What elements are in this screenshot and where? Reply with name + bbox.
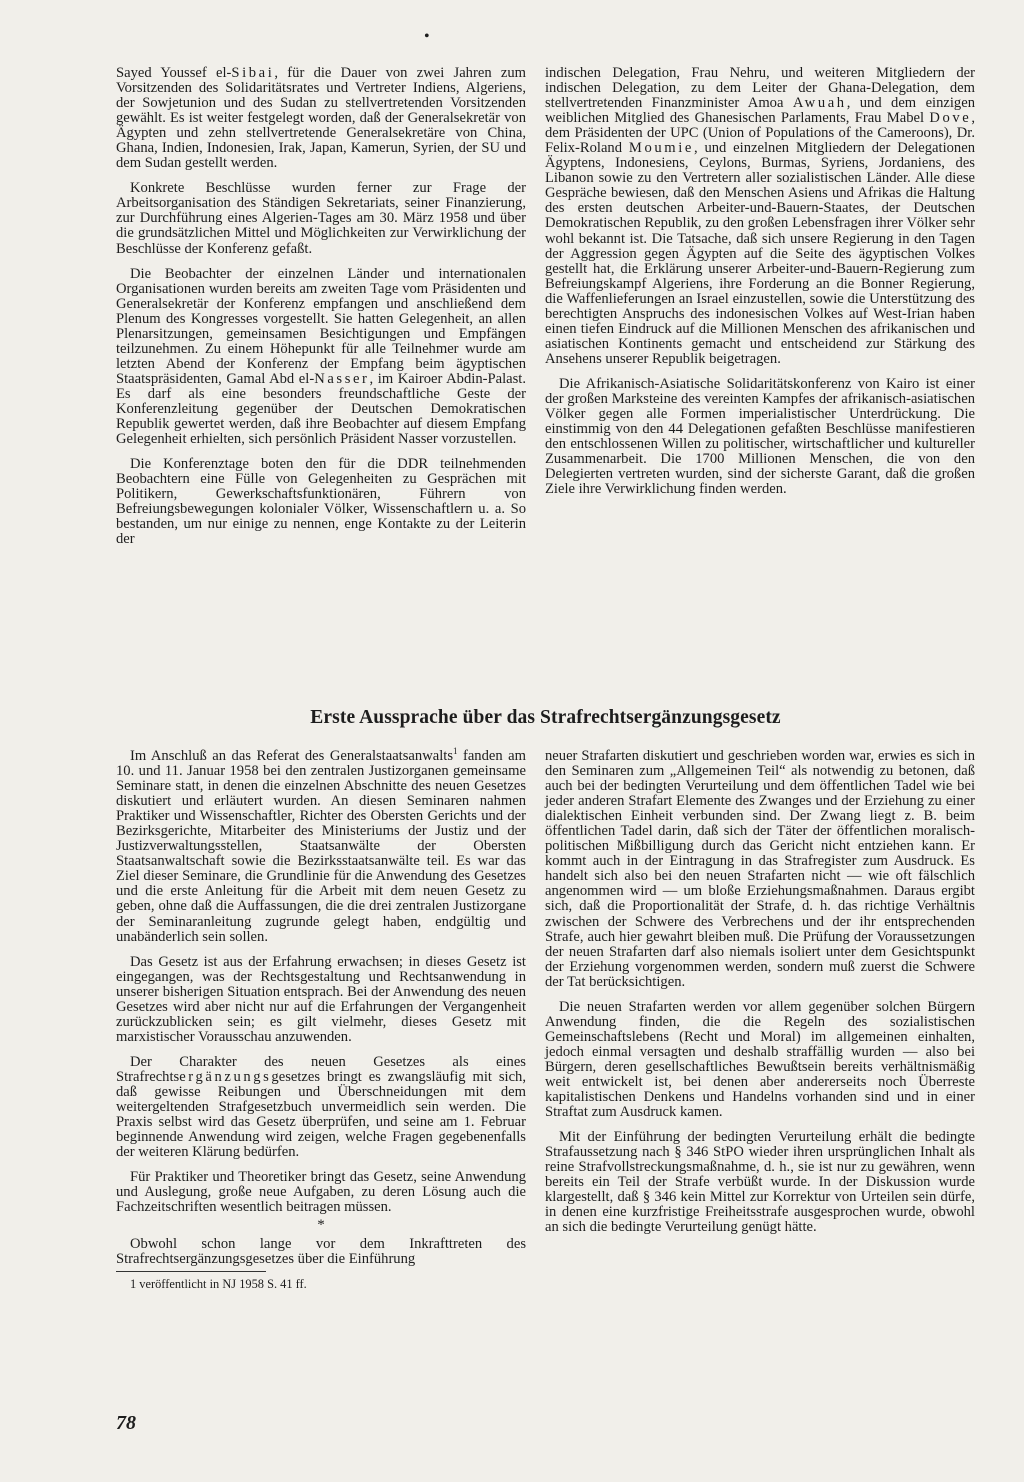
- spaced-name: Moumie: [628, 140, 694, 157]
- paragraph: Die Afrikanisch-Asiatische Solidaritätskonferenz von Kairo ist einer der großen Marksteine des vereinten Kampfes der afrikanisch-asiatischen Völker gegen alle Formen imperialistischer Unterdrückung. Die einstimmig von den 44 Delegationen gefaßten Beschlüsse manifestieren den entschlossenen Willen zu politischer, wirtschaftlicher und kultureller Zusammenarbeit. Die 1700 Millionen Menschen, die von den Delegierten vertreten wurden, sind der sicherste Garant, daß die großen Ziele ihre Verwirklichung finden werden.: [545, 375, 975, 498]
- spaced-name: Sibai: [231, 65, 275, 81]
- spaced-term: ergänzungs: [179, 1068, 272, 1085]
- paragraph: Die Konferenztage boten den für die DDR teilnehmenden Beobachtern eine Fülle von Gelegenheiten zu Gesprächen mit Politikern, Gewerkschaftsfunktionären, Führern von Befreiungsbewegungen kolonialer Völker, Wissenschaftlern u. a. So bestanden, um nur einige zu nennen, enge Kontakte zu der Leiterin der: [116, 456, 526, 548]
- paragraph: Konkrete Beschlüsse wurden ferner zur Frage der Arbeitsorganisation des Ständigen Sekretariats, seiner Finanzierung, zur Durchführung eines Algerien-Tages am 30. März 1958 und über die grundsätzlichen Mittel und Möglichkeiten zur Verwirklichung der Beschlüsse der Konferenz gefaßt.: [116, 180, 526, 257]
- upper-column-left: [116, 66, 526, 547]
- page-number: 78: [116, 1412, 136, 1434]
- lower-column-right: [545, 749, 975, 1235]
- spaced-name: Dove: [929, 110, 972, 127]
- paragraph: Die Beobachter der einzelnen Länder und internationalen Organisationen wurden bereits am zweiten Tage vom Präsidenten und Generalsekretär der Konferenz empfangen und anschließend dem Plenum des Kongresses vorgestellt. Sie hatten Gelegenheit, an allen Plenarsitzungen, gemeinsamen Besichtigungen und Empfängen teilzunehmen. Zu einem Höhepunkt für alle Teilnehmer wurde am letzten Abend der Konferenz der Empfang beim ägyptischen Staatspräsidenten, Gamal Abd el-Nasser, im Kairoer Abdin-Palast. Es darf als eine besonders freundschaftliche Geste der Konferenzleitung gegenüber der Deutschen Demokratischen Republik gewertet werden, daß ihre Beobachter auf diesem Empfang Gelegenheit erhielten, sich persönlich Präsident Nasser vorzustellen.: [116, 265, 526, 448]
- paragraph: Das Gesetz ist aus der Erfahrung erwachsen; in dieses Gesetz ist eingegangen, was der Rechtsgestaltung und Rechtsanwendung in unserer bisherigen Situation entsprach. Bei der Anwendung des neuen Gesetzes wird aber nicht nur auf die Erfahrungen der Vergangenheit zurückzublicken sein; es gilt vielmehr, dieses Gesetz mit marxistischer Vorausschau anzuwenden.: [116, 953, 526, 1045]
- print-mark: •: [424, 28, 430, 45]
- paragraph: Mit der Einführung der bedingten Verurteilung erhält die bedingte Strafaussetzung nach § 346 StPO wieder ihren ursprünglichen Inhalt als reine Strafvollstreckungsmaßnahme, d. h., sie ist nur zu gewähren, wenn bereits ein Teil der Strafe verbüßt wurde. In der Diskussion wurde klargestellt, daß § 346 kein Mittel zur Korrektur von Urteilen sein dürfe, in denen eine kurzfristige Freiheitsstrafe ausgesprochen wurde, obwohl an sich die bedingte Verurteilung genügt hätte.: [545, 1129, 975, 1236]
- lower-column-left: [116, 746, 526, 1301]
- paragraph: Obwohl schon lange vor dem Inkrafttreten des Strafrechtsergänzungsgesetzes über die Einführung: [116, 1236, 526, 1268]
- paragraph: Für Praktiker und Theoretiker bringt das Gesetz, seine Anwendung und Auslegung, große neue Aufgaben, zu deren Lösung auch die Fachzeitschriften wesentlich beitragen müssen.: [116, 1169, 526, 1216]
- footnote: 1 veröffentlicht in NJ 1958 S. 41 ff.: [130, 1277, 307, 1292]
- paragraph: Der Charakter des neuen Gesetzes als eines Strafrechtsergänzungsgesetzes bringt es zwangsläufig mit sich, daß gewisse Reibungen und Überschneidungen mit dem weitergeltenden Strafgesetzbuch unvermeidlich sein werden. Die Praxis selbst wird das Gesetz überprüfen, und seine am 1. Februar beginnende Anwendung wird zeigen, welche Fragen gegebenenfalls der weiteren Klärung bedürfen.: [116, 1053, 526, 1161]
- spaced-name: Nasser: [314, 370, 370, 387]
- paragraph: neuer Strafarten diskutiert und geschrieben worden war, erwies es sich in den Seminaren zum „Allgemeinen Teil“ als notwendig zu betonen, daß auch bei der bedingten Verurteilung und dem öffentlichen Tadel wie bei jeder anderen Strafart Elemente des Zwanges und der Erziehung zu einer dialektischen Einheit verbunden sind. Der Zwang liegt z. B. beim öffentlichen Tadel darin, daß sich der Täter der öffentlichen moralisch-politischen Mißbilligung durch das Gericht nicht entziehen kann. Er kommt auch in der Eintragung in das Strafregister zum Ausdruck. Es handelt sich also bei den neuen Strafarten nicht — wie oft fälschlich angenommen wird — um bloße Erziehungsmaßnahmen. Daraus ergibt sich, daß die Proportionalität der Strafe, d. h. das richtige Verhältnis zwischen der Schwere des Verbrechens und der ihr entsprechenden Strafe, auch hier gewahrt bleiben muß. Die Prüfung der Voraussetzungen der neuen Strafarten darf also niemals isoliert unter dem Gesichtspunkt der Erziehung vorgenommen werden, sondern muß zuerst die Schwere der Tat berücksichtigen.: [545, 748, 975, 990]
- paragraph: Im Anschluß an das Referat des Generalstaatsanwalts$^1$ fanden am 10. und 11. Januar 1958 bei den zentralen Justizorganen gemeinsame Seminare statt, in denen die einzelnen Abschnitte des neuen Gesetzes diskutiert und erläutert wurden. An diesen Seminaren nahmen Praktiker und Wissenschaftler, Richter des Obersten Gerichts und der Bezirksgerichte, Mitarbeiter des Ministeriums der Justiz und der Justizverwaltungsstellen, Staatsanwälte der Obersten Staatsanwaltschaft sowie die Bezirksstaatsanwälte teil. Es war das Ziel dieser Seminare, die Grundlinie für die Anwendung des Gesetzes und die erste Anleitung für die Arbeit mit dem neuen Gesetz zu geben, ohne daß die Auffassungen, die die drei zentralen Justizorgane der Seminaranleitung zugrunde gelegt haben, endgültig und unabänderlich sein sollen.: [116, 746, 526, 945]
- paragraph: indischen Delegation, Frau Nehru, und weiteren Mitgliedern der indischen Delegation, zu dem Leiter der Ghana-Delegation, dem stellvertretenden Finanzminister Amoa Awuah, und dem einzigen weiblichen Mitglied des Ghanesischen Parlaments, Frau Mabel Dove, dem Präsidenten der UPC (Union of Populations of the Cameroons), Dr. Felix-Roland Moumie, und einzelnen Mitgliedern der Delegationen Ägyptens, Indonesiens, Ceylons, Burmas, Syriens, Jordaniens, des Libanon sowie zu den Vertretern aller sozialistischen Länder. Alle diese Gespräche bewiesen, daß den Menschen Asiens und Afrikas die Haltung des ersten deutschen Arbeiter-und-Bauern-Staates, der Deutschen Demokratischen Republik, zu den großen Lebensfragen ihrer Völker sehr wohl bekannt ist. Die Tatsache, daß sich unsere Regierung in den Tagen der Aggression gegen Ägypten auf die Seite des ägyptischen Volkes gestellt hat, die Erklärung unserer Arbeiter-und-Bauern-Regierung zum Befreiungskampf Algeriens, ihre Forderung an die Bonner Regierung, die Waffenlieferungen an Israel einzustellen, sowie die Unterstützung des berechtigten Anspruchs des indonesischen Volkes auf West-Irian haben einen tiefen Eindruck auf die Millionen Menschen des afrikanischen und asiatischen Kontinents gemacht und entscheidend zur Stärkung des Ansehens unserer Republik beigetragen.: [545, 65, 975, 367]
- section-divider-star: *: [317, 1217, 325, 1234]
- paragraph: Die neuen Strafarten werden vor allem gegenüber solchen Bürgern Anwendung finden, die die Regeln des sozialistischen Gemeinschaftslebens (Recht und Moral) im allgemeinen einhalten, jedoch einmal versagten und deshalb straffällig wurden — also bei Bürgern, deren gesellschaftliches Bewußtsein bereits verhältnismäßig weit entwickelt ist, bei denen aber andererseits noch Überreste kapitalistischen Denkens und Handelns vorhanden sind und in einer Straftat zum Ausdruck kamen.: [545, 998, 975, 1121]
- paragraph: Sayed Youssef el-Sibai, für die Dauer von zwei Jahren zum Vorsitzenden des Solidaritätsrates und Vertreter Indiens, Algeriens, der Sowjetunion und des Sudan zu stellvertretenden Vorsitzenden gewählt. Es ist weiter festgelegt worden, daß der Generalsekretär von Ägypten und zehn stellvertretende Generalsekretäre von China, Ghana, Indien, Indonesien, Irak, Japan, Kamerun, Syrien, der SU und dem Sudan gestellt werden.: [116, 65, 526, 172]
- article-headline: Erste Aussprache über das Strafrechtsergänzungsgesetz: [310, 707, 781, 728]
- footnote-rule: [116, 1271, 266, 1272]
- upper-column-right: [545, 66, 975, 497]
- spaced-name: Awuah: [792, 95, 847, 112]
- footnote-ref: 1: [453, 746, 458, 757]
